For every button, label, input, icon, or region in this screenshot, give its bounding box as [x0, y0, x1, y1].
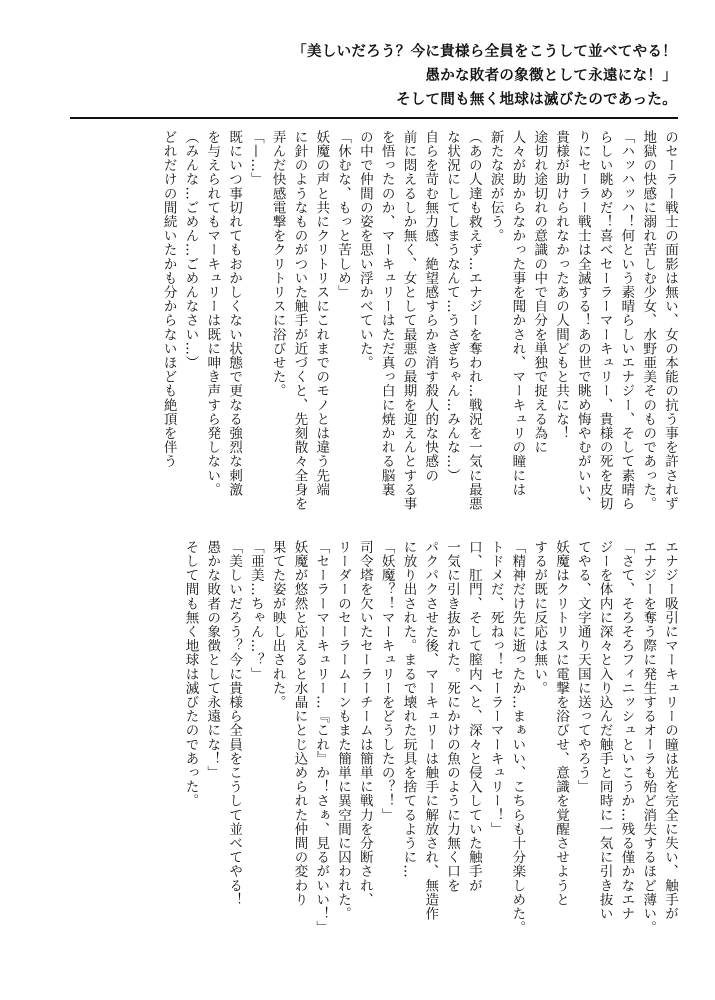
text-line: 妖魔はクリトリスに電撃を浴びせ、意識を覚醒させようと: [553, 540, 570, 907]
text-line: のセーラー戦士の面影は無い、女の本能の抗う事を許されず: [662, 130, 678, 511]
text-line: な状況にしてしまうなんて…うさぎちゃん…みんな…）: [444, 130, 461, 483]
text-line: 貴様が助けられなかったあの人間どもと共にな！: [553, 130, 570, 441]
text-line: 愚かな敗者の象徴として永遠にな！」: [204, 540, 221, 780]
text-line: ジーを体内に深々と入り込んだ触手と同時に一気に引き抜い: [596, 540, 613, 921]
text-line: 「妖魔？！マーキュリーをどうしたの？！」: [378, 540, 395, 822]
text-line: 途切れ途切れの意識の中で自分を単独で捉える為に: [531, 130, 548, 455]
text-line: 自らを苛む無力感、絶望感すらかき消す殺人的な快感の: [422, 130, 439, 483]
text-line: 「精神だけ先に逝ったか…まぁいい、こちらも十分楽しめた。: [509, 540, 526, 935]
upper-text-column: [70, 130, 680, 530]
text-line: 果てた姿が映し出された。: [269, 540, 286, 710]
text-line: するが既に反応は無い。: [531, 540, 548, 696]
text-line: 弄んだ快感電撃をクリトリスに浴びせた。: [269, 130, 286, 398]
text-line: に放り出された。まるで壊れた玩具を捨てるように…: [400, 540, 417, 879]
text-line: 妖魔の声と共にクリトリスにこれまでのモノとは違う先端: [313, 130, 330, 497]
header-line: そして間も無く地球は滅びたのであった。: [395, 91, 677, 108]
text-line: 「美しいだろう？今に貴様ら全員をこうして並べてやる！: [226, 540, 243, 907]
text-line: どれだけの間続いたかも分からないほども絶頂を伴う: [160, 130, 177, 469]
text-line: 「さて、そろそろフィニッシュといこうか…残る僅かなエナ: [618, 540, 635, 921]
text-line: 「ハッハッハ！何という素晴らしいエナジー、そして素晴ら: [618, 130, 635, 511]
text-line: 「—…」: [247, 130, 264, 187]
header-divider: [70, 117, 678, 119]
text-line: を与えられてもマーキュリーは既に呻き声すら発しない。: [204, 130, 221, 497]
text-line: 地獄の快感に溺れ苦しむ少女、水野亜美そのものであった。: [640, 130, 657, 511]
text-line: 「休むな、もっと苦しめ」: [335, 130, 352, 300]
text-line: 口、肛門、そして膣内へと、深々と侵入していた触手が: [465, 540, 482, 893]
text-line: 一気に引き抜かれた。死にかけの魚のように力無く口を: [444, 540, 461, 893]
text-line: （あの人達も救えず…エナジーを奪われ…戦況を一気に最悪: [465, 130, 482, 511]
text-line: を悟ったのか、マーキュリーはただ真っ白に焼かれる脳裏: [378, 130, 395, 497]
text-line: 人々が助からなかった事を聞かされ、マーキュリの瞳には: [509, 130, 526, 497]
text-line: 新たな涙が伝う。: [487, 130, 504, 243]
text-line: 「セーラーマーキュリー…『これ』か！さぁ、見るがいい！」: [313, 540, 330, 935]
text-line: らしい眺めだ！喜べセーラーマーキュリー、貴様の死を皮切: [596, 130, 613, 511]
text-line: の中で仲間の姿を思い浮かべていた。: [356, 130, 373, 370]
text-line: パクパクさせた後、マーキュリーは触手に解放され、無造作: [422, 540, 439, 921]
lower-text-column: [70, 540, 680, 935]
text-line: 前に悶えるしか無く、女として最悪の最期を迎えんとする事: [400, 130, 417, 511]
text-line: トドメだ、死ねっ！セーラーマーキュリー！」: [487, 540, 504, 837]
text-line: （みんな…ごめん…ごめんなさい…）: [182, 130, 199, 370]
text-line: 「亜美…ちゃん…？」: [247, 540, 264, 681]
text-line: 妖魔が悠然と応えると水晶にとじ込められた仲間の変わり: [291, 540, 308, 907]
text-line: エナジーを奪う際に発生するオーラも殆ど消失するほど薄い。: [640, 540, 657, 935]
text-line: リーダーのセーラームーンもまた簡単に異空間に囚われた。: [335, 540, 352, 921]
text-line: に針のようなものがついた触手が近づくと、先刻散々全身を: [291, 130, 308, 511]
text-line: りにセーラー戦士は全滅する！あの世で眺め悔やむがいい、: [574, 130, 591, 511]
header-line: 愚かな敗者の象徴として永遠にな！」: [425, 67, 677, 84]
text-line: 司令塔を欠いたセーラーチームは簡単に戦力を分断され、: [356, 540, 373, 907]
text-line: てやる、文字通り天国に送ってやろう」: [574, 540, 591, 794]
text-line: 既にいつ事切れてもおかしくない状態で更なる強烈な刺激: [226, 130, 243, 497]
page-header-quote: [77, 40, 677, 112]
text-line: そして間も無く地球は滅びたのであった。: [182, 540, 199, 808]
header-line: 「美しいだろう？今に貴様ら全員をこうして並べてやる！: [292, 43, 677, 60]
text-line: エナジー吸引にマーキュリーの瞳は光を完全に失い、触手が: [662, 540, 678, 921]
